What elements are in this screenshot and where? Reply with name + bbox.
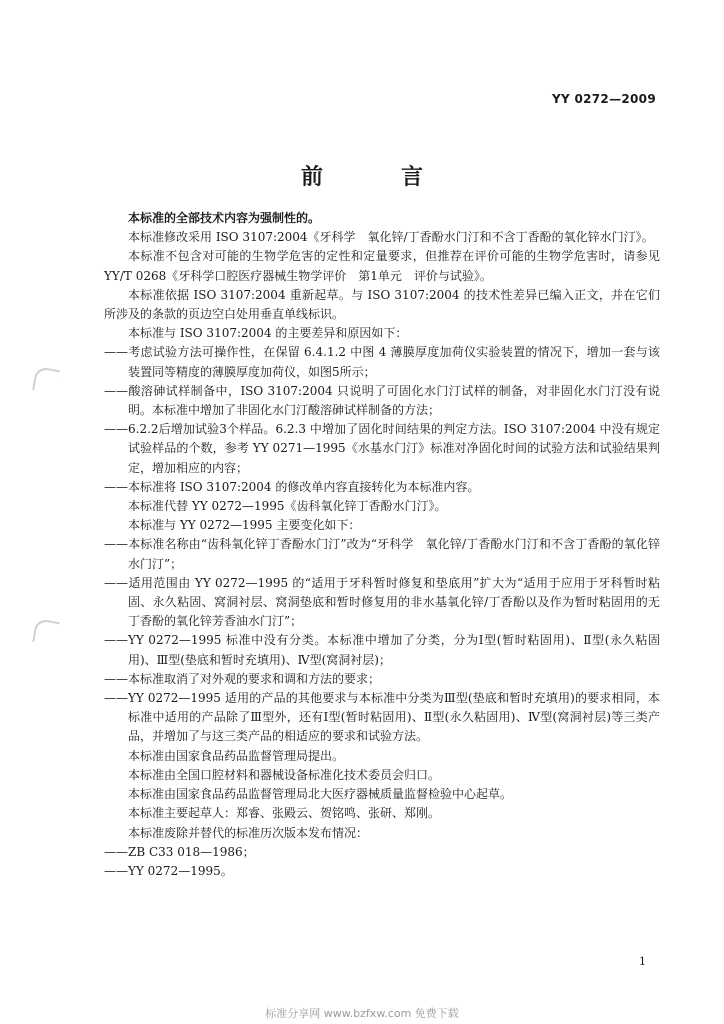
paragraph: 本标准代替 YY 0272—1995《齿科氧化锌丁香酚水门汀》。 [128,499,447,514]
list-item [104,420,660,478]
dash-marker: —— [104,479,128,494]
paragraph: 本标准主要起草人：郑睿、张殿云、贺铭鸣、张研、郑刚。 [128,806,441,821]
list-item-text: 适用范围由 YY 0272—1995 的“适用于牙科暂时修复和垫底用”扩大为“适用于应用于牙科暂时粘固、永久粘固、窝洞衬层、窝洞垫底和暂时修复用的非水基氧化锌/丁香酚以及作为暂时粘固用的无丁香酚的氧化锌芳香油水门汀”； [128,575,661,629]
list-item-text: YY 0272—1995 标准中没有分类。本标准中增加了分类，分为Ⅰ型(暂时粘固用)、Ⅱ型(永久粘固用)、Ⅲ型(垫底和暂时充填用)、Ⅳ型(窝洞衬层)； [128,633,660,667]
list-item [104,689,660,747]
list-item-text: 本标准取消了对外观的要求和调和方法的要求； [128,671,381,686]
list-item-text: 酸溶砷试样制备中，ISO 3107:2004 只说明了可固化水门汀试样的制备，对非固化水门汀没有说明。本标准中增加了非固化水门汀酸溶砷试样制备的方法； [128,383,660,418]
dash-marker: —— [104,345,128,360]
dash-marker: —— [104,633,128,648]
paragraph: 本标准由全国口腔材料和器械设备标准化技术委员会归口。 [128,767,441,782]
list-item [104,670,660,689]
dash-marker: —— [104,537,128,552]
dash-marker: —— [104,422,128,437]
dash-marker: —— [104,575,128,590]
page-number: 1 [639,955,646,968]
dash-marker: —— [104,863,128,878]
paragraph: 本标准由国家食品药品监督管理局提出。 [128,748,345,763]
list-item-text: 本标准将 ISO 3107:2004 的修改单内容直接转化为本标准内容。 [128,479,480,494]
paragraph: 本标准与 YY 0272—1995 主要变化如下： [128,518,361,533]
paragraph: 本标准修改采用 ISO 3107:2004《牙科学 氧化锌/丁香酚水门汀和不含丁香酚的氧化锌水门汀》。 [128,230,654,245]
list-item-text: 6.2.2后增加试验3个样品。6.2.3 中增加了固化时间结果的判定方法。ISO 3107:2004 中没有规定试验样品的个数，参考 YY 0271—1995《水基水门汀》标准对净固化时间的试验方法和试验结果判定，增加相应的内容； [128,422,660,475]
list-item [104,843,660,862]
list-item [104,478,660,497]
page-title: 前 言 [300,164,451,190]
list-item-text: ZB C33 018—1986； [128,844,255,859]
list-item [104,382,660,420]
list-item [104,574,660,632]
dash-marker: —— [104,383,128,398]
list-item-text: 本标准名称由“齿科氧化锌丁香酚水门汀”改为“牙科学 氧化锌/丁香酚水门汀和不含丁香酚的氧化锌水门汀”； [128,537,660,571]
standard-code: YY 0272—2009 [552,92,656,106]
paragraph: 本标准与 ISO 3107:2004 的主要差异和原因如下： [128,326,408,341]
list-item [104,631,660,669]
paragraph: 本标准的全部技术内容为强制性的。 [128,211,321,225]
paragraph: 本标准废除并替代的标准历次版本发布情况： [128,825,369,840]
paragraph: 本标准由国家食品药品监督管理局北大医疗器械质量监督检验中心起草。 [128,787,513,802]
list-item-text: 考虑试验方法可操作性，在保留 6.4.1.2 中图 4 薄膜厚度加荷仪实验装置的情况下，增加一套与该装置同等精度的薄膜厚度加荷仪，如图5所示； [128,345,660,379]
dash-marker: —— [104,691,128,706]
paragraph: 本标准不包含对可能的生物学危害的定性和定量要求，但推荐在评价可能的生物学危害时，请参见YY/T 0268《牙科学口腔医疗器械生物学评价 第1单元 评价与试验》。 [104,249,660,283]
dash-marker: —— [104,844,128,859]
watermark-text: 标准分享网 www.bzfxw.com 免费下载 [265,1007,459,1020]
dash-marker: —— [104,671,128,686]
punch-hole-mark [32,618,60,646]
list-item [104,862,660,881]
paragraph: 本标准依据 ISO 3107:2004 重新起草。与 ISO 3107:2004 的技术性差异已编入正文，并在它们所涉及的条款的页边空白处用垂直单线标识。 [104,287,660,322]
list-item-text: YY 0272—1995。 [128,863,233,878]
list-item [104,343,660,381]
list-item-text: YY 0272—1995 适用的产品的其他要求与本标准中分类为Ⅲ型(垫底和暂时充填用)的要求相同，本标准中适用的产品除了Ⅲ型外，还有Ⅰ型(暂时粘固用)、Ⅱ型(永久粘固用)、Ⅳ型(窝洞衬层)等三类产品，并增加了与这三类产品的相适应的要求和试验方法。 [128,691,660,744]
foreword-body [104,209,660,881]
list-item [104,535,660,573]
punch-hole-mark [32,366,60,394]
